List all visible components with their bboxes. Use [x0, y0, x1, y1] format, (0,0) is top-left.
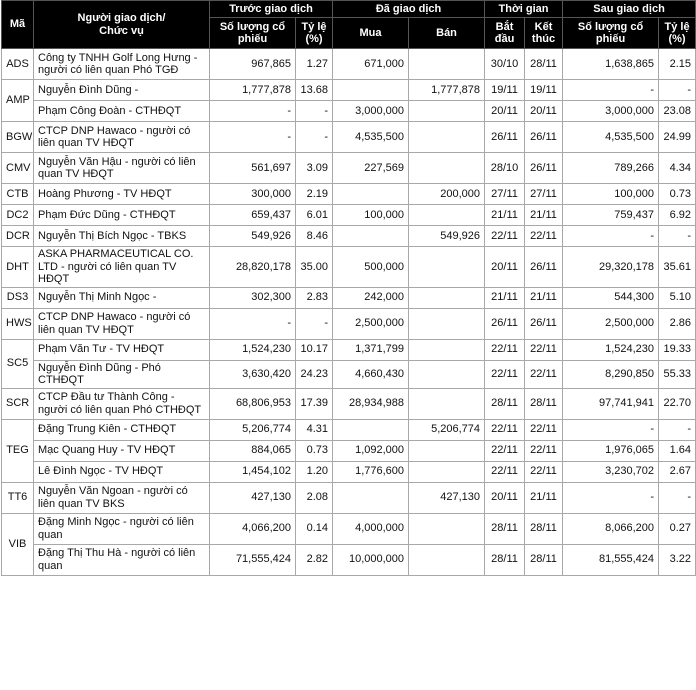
after-ratio-cell: 2.15 [659, 49, 696, 80]
party-cell: Nguyễn Văn Ngoan - người có liên quan TV BKS [34, 482, 210, 513]
stock-code-cell: DC2 [2, 205, 34, 226]
start-date-cell: 22/11 [485, 440, 525, 461]
after-shares-cell: 100,000 [563, 184, 659, 205]
before-shares-cell: 561,697 [210, 153, 296, 184]
start-date-cell: 20/11 [485, 101, 525, 122]
buy-cell [333, 419, 409, 440]
start-date-cell: 22/11 [485, 360, 525, 388]
party-cell: Nguyễn Đình Dũng - Phó CTHĐQT [34, 360, 210, 388]
before-ratio-cell: 4.31 [296, 419, 333, 440]
end-date-cell: 28/11 [525, 513, 563, 544]
buy-cell: 242,000 [333, 287, 409, 308]
before-ratio-cell: 35.00 [296, 247, 333, 288]
sell-cell [409, 461, 485, 482]
after-ratio-cell: 23.08 [659, 101, 696, 122]
stock-code-cell: ADS [2, 49, 34, 80]
end-date-cell: 22/11 [525, 360, 563, 388]
after-shares-cell: - [563, 226, 659, 247]
stock-code-cell: DCR [2, 226, 34, 247]
before-ratio-cell: 17.39 [296, 388, 333, 419]
sell-cell [409, 153, 485, 184]
header-before-ratio: Tỷ lệ (%) [296, 18, 333, 49]
sell-cell [409, 513, 485, 544]
after-ratio-cell: 0.73 [659, 184, 696, 205]
buy-cell: 4,660,430 [333, 360, 409, 388]
after-ratio-cell: 22.70 [659, 388, 696, 419]
after-ratio-cell: 5.10 [659, 287, 696, 308]
before-shares-cell: 71,555,424 [210, 544, 296, 575]
after-shares-cell: 1,976,065 [563, 440, 659, 461]
table-row [2, 247, 696, 288]
end-date-cell: 28/11 [525, 49, 563, 80]
end-date-cell: 26/11 [525, 308, 563, 339]
party-cell: Nguyễn Văn Hậu - người có liên quan TV HĐQT [34, 153, 210, 184]
buy-cell: 1,776,600 [333, 461, 409, 482]
before-ratio-cell: 2.82 [296, 544, 333, 575]
before-ratio-cell: 0.73 [296, 440, 333, 461]
insider-trades-table [1, 0, 696, 576]
end-date-cell: 26/11 [525, 122, 563, 153]
table-row [2, 184, 696, 205]
stock-code-cell: VIB [2, 513, 34, 575]
end-date-cell: 28/11 [525, 388, 563, 419]
sell-cell [409, 339, 485, 360]
before-shares-cell: 427,130 [210, 482, 296, 513]
header-party: Người giao dịch/ Chức vụ [34, 1, 210, 49]
before-ratio-cell: 1.27 [296, 49, 333, 80]
stock-code-cell: BGW [2, 122, 34, 153]
after-shares-cell: - [563, 80, 659, 101]
stock-code-cell: DS3 [2, 287, 34, 308]
header-sell: Bán [409, 18, 485, 49]
start-date-cell: 22/11 [485, 461, 525, 482]
end-date-cell: 22/11 [525, 440, 563, 461]
before-shares-cell: - [210, 101, 296, 122]
table-row [2, 153, 696, 184]
before-ratio-cell: 0.14 [296, 513, 333, 544]
before-ratio-cell: 2.08 [296, 482, 333, 513]
stock-code-cell: SC5 [2, 339, 34, 388]
sell-cell [409, 440, 485, 461]
stock-code-cell: CTB [2, 184, 34, 205]
table-row [2, 80, 696, 101]
after-ratio-cell: - [659, 226, 696, 247]
party-cell: CTCP DNP Hawaco - người có liên quan TV HĐQT [34, 122, 210, 153]
header-traded: Đã giao dịch [333, 1, 485, 18]
start-date-cell: 22/11 [485, 226, 525, 247]
after-shares-cell: 97,741,941 [563, 388, 659, 419]
buy-cell: 671,000 [333, 49, 409, 80]
table-row [2, 101, 696, 122]
after-ratio-cell: 19.33 [659, 339, 696, 360]
before-ratio-cell: 13.68 [296, 80, 333, 101]
after-ratio-cell: - [659, 419, 696, 440]
party-cell: Lê Đình Ngọc - TV HĐQT [34, 461, 210, 482]
after-shares-cell: 2,500,000 [563, 308, 659, 339]
buy-cell: 1,371,799 [333, 339, 409, 360]
table-row [2, 360, 696, 388]
buy-cell [333, 80, 409, 101]
header-before: Trước giao dịch [210, 1, 333, 18]
start-date-cell: 26/11 [485, 122, 525, 153]
stock-code-cell: DHT [2, 247, 34, 288]
table-row [2, 49, 696, 80]
after-ratio-cell: 24.99 [659, 122, 696, 153]
after-shares-cell: 8,066,200 [563, 513, 659, 544]
before-shares-cell: 1,777,878 [210, 80, 296, 101]
table-row [2, 388, 696, 419]
sell-cell: 200,000 [409, 184, 485, 205]
buy-cell: 10,000,000 [333, 544, 409, 575]
after-ratio-cell: - [659, 80, 696, 101]
start-date-cell: 20/11 [485, 482, 525, 513]
start-date-cell: 26/11 [485, 308, 525, 339]
sell-cell [409, 122, 485, 153]
before-shares-cell: 3,630,420 [210, 360, 296, 388]
after-ratio-cell: 6.92 [659, 205, 696, 226]
end-date-cell: 22/11 [525, 339, 563, 360]
table-row [2, 440, 696, 461]
sell-cell [409, 101, 485, 122]
sell-cell [409, 544, 485, 575]
before-ratio-cell: 24.23 [296, 360, 333, 388]
buy-cell [333, 184, 409, 205]
party-cell: Đặng Trung Kiên - CTHĐQT [34, 419, 210, 440]
start-date-cell: 28/11 [485, 544, 525, 575]
party-cell: Nguyễn Đình Dũng - [34, 80, 210, 101]
end-date-cell: 20/11 [525, 101, 563, 122]
before-ratio-cell: - [296, 122, 333, 153]
start-date-cell: 21/11 [485, 205, 525, 226]
sell-cell [409, 308, 485, 339]
start-date-cell: 19/11 [485, 80, 525, 101]
before-shares-cell: - [210, 308, 296, 339]
before-shares-cell: 1,454,102 [210, 461, 296, 482]
after-ratio-cell: 55.33 [659, 360, 696, 388]
after-shares-cell: 4,535,500 [563, 122, 659, 153]
after-shares-cell: 759,437 [563, 205, 659, 226]
end-date-cell: 27/11 [525, 184, 563, 205]
party-cell: ASKA PHARMACEUTICAL CO. LTD - người có liên quan TV HĐQT [34, 247, 210, 288]
table-row [2, 122, 696, 153]
after-ratio-cell: 2.67 [659, 461, 696, 482]
before-shares-cell: 28,820,178 [210, 247, 296, 288]
before-shares-cell: 68,806,953 [210, 388, 296, 419]
trades-body [2, 49, 696, 576]
end-date-cell: 21/11 [525, 287, 563, 308]
table-row [2, 339, 696, 360]
end-date-cell: 28/11 [525, 544, 563, 575]
stock-code-cell: AMP [2, 80, 34, 122]
start-date-cell: 22/11 [485, 419, 525, 440]
start-date-cell: 21/11 [485, 287, 525, 308]
after-shares-cell: 789,266 [563, 153, 659, 184]
before-ratio-cell: - [296, 308, 333, 339]
start-date-cell: 22/11 [485, 339, 525, 360]
buy-cell: 227,569 [333, 153, 409, 184]
before-shares-cell: 300,000 [210, 184, 296, 205]
before-shares-cell: - [210, 122, 296, 153]
before-ratio-cell: 3.09 [296, 153, 333, 184]
before-shares-cell: 4,066,200 [210, 513, 296, 544]
stock-code-cell: CMV [2, 153, 34, 184]
party-cell: Phạm Văn Tư - TV HĐQT [34, 339, 210, 360]
table-row [2, 205, 696, 226]
sell-cell [409, 388, 485, 419]
after-shares-cell: 81,555,424 [563, 544, 659, 575]
sell-cell: 1,777,878 [409, 80, 485, 101]
end-date-cell: 26/11 [525, 153, 563, 184]
sell-cell [409, 49, 485, 80]
start-date-cell: 28/11 [485, 388, 525, 419]
after-shares-cell: 3,000,000 [563, 101, 659, 122]
buy-cell: 28,934,988 [333, 388, 409, 419]
header-after-shares: Số lượng cổ phiếu [563, 18, 659, 49]
before-shares-cell: 1,524,230 [210, 339, 296, 360]
header-start: Bắt đầu [485, 18, 525, 49]
after-shares-cell: 29,320,178 [563, 247, 659, 288]
party-cell: Công ty TNHH Golf Long Hưng - người có liên quan Phó TGĐ [34, 49, 210, 80]
sell-cell [409, 247, 485, 288]
before-shares-cell: 302,300 [210, 287, 296, 308]
after-ratio-cell: 4.34 [659, 153, 696, 184]
after-ratio-cell: 2.86 [659, 308, 696, 339]
sell-cell: 549,926 [409, 226, 485, 247]
header-code: Mã [2, 1, 34, 49]
party-cell: Phạm Công Đoàn - CTHĐQT [34, 101, 210, 122]
before-shares-cell: 549,926 [210, 226, 296, 247]
table-row [2, 287, 696, 308]
table-row [2, 513, 696, 544]
table-row [2, 544, 696, 575]
sell-cell [409, 205, 485, 226]
buy-cell: 1,092,000 [333, 440, 409, 461]
header-buy: Mua [333, 18, 409, 49]
header-after-ratio: Tỷ lệ (%) [659, 18, 696, 49]
header-time: Thời gian [485, 1, 563, 18]
party-cell: Đặng Minh Ngọc - người có liên quan [34, 513, 210, 544]
sell-cell [409, 360, 485, 388]
start-date-cell: 28/11 [485, 513, 525, 544]
start-date-cell: 20/11 [485, 247, 525, 288]
buy-cell: 4,000,000 [333, 513, 409, 544]
before-ratio-cell: 8.46 [296, 226, 333, 247]
after-ratio-cell: 35.61 [659, 247, 696, 288]
table-row [2, 482, 696, 513]
stock-code-cell: HWS [2, 308, 34, 339]
party-cell: Nguyễn Thị Bích Ngọc - TBKS [34, 226, 210, 247]
after-ratio-cell: 3.22 [659, 544, 696, 575]
end-date-cell: 22/11 [525, 226, 563, 247]
party-cell: CTCP DNP Hawaco - người có liên quan TV HĐQT [34, 308, 210, 339]
table-row [2, 308, 696, 339]
header-end: Kết thúc [525, 18, 563, 49]
before-ratio-cell: 1.20 [296, 461, 333, 482]
start-date-cell: 28/10 [485, 153, 525, 184]
sell-cell: 5,206,774 [409, 419, 485, 440]
buy-cell: 3,000,000 [333, 101, 409, 122]
buy-cell: 100,000 [333, 205, 409, 226]
party-cell: Hoàng Phương - TV HĐQT [34, 184, 210, 205]
end-date-cell: 21/11 [525, 205, 563, 226]
end-date-cell: 19/11 [525, 80, 563, 101]
after-ratio-cell: - [659, 482, 696, 513]
party-cell: Đặng Thị Thu Hà - người có liên quan [34, 544, 210, 575]
before-shares-cell: 659,437 [210, 205, 296, 226]
party-cell: CTCP Đầu tư Thành Công - người có liên quan Phó CTHĐQT [34, 388, 210, 419]
before-ratio-cell: 2.19 [296, 184, 333, 205]
header-after: Sau giao dịch [563, 1, 696, 18]
after-shares-cell: - [563, 419, 659, 440]
after-shares-cell: 544,300 [563, 287, 659, 308]
after-shares-cell: - [563, 482, 659, 513]
header-before-shares: Số lượng cổ phiếu [210, 18, 296, 49]
party-cell: Phạm Đức Dũng - CTHĐQT [34, 205, 210, 226]
after-ratio-cell: 1.64 [659, 440, 696, 461]
after-shares-cell: 3,230,702 [563, 461, 659, 482]
after-shares-cell: 1,638,865 [563, 49, 659, 80]
start-date-cell: 30/10 [485, 49, 525, 80]
buy-cell: 500,000 [333, 247, 409, 288]
party-cell: Mạc Quang Huy - TV HĐQT [34, 440, 210, 461]
after-shares-cell: 8,290,850 [563, 360, 659, 388]
party-cell: Nguyễn Thị Minh Ngọc - [34, 287, 210, 308]
sell-cell: 427,130 [409, 482, 485, 513]
table-row [2, 419, 696, 440]
end-date-cell: 26/11 [525, 247, 563, 288]
buy-cell [333, 482, 409, 513]
buy-cell [333, 226, 409, 247]
before-ratio-cell: 10.17 [296, 339, 333, 360]
before-shares-cell: 884,065 [210, 440, 296, 461]
before-ratio-cell: 2.83 [296, 287, 333, 308]
before-ratio-cell: 6.01 [296, 205, 333, 226]
after-ratio-cell: 0.27 [659, 513, 696, 544]
table-row [2, 461, 696, 482]
buy-cell: 4,535,500 [333, 122, 409, 153]
before-ratio-cell: - [296, 101, 333, 122]
end-date-cell: 22/11 [525, 461, 563, 482]
sell-cell [409, 287, 485, 308]
buy-cell: 2,500,000 [333, 308, 409, 339]
after-shares-cell: 1,524,230 [563, 339, 659, 360]
start-date-cell: 27/11 [485, 184, 525, 205]
stock-code-cell: SCR [2, 388, 34, 419]
before-shares-cell: 5,206,774 [210, 419, 296, 440]
stock-code-cell: TEG [2, 419, 34, 482]
table-row [2, 226, 696, 247]
stock-code-cell: TT6 [2, 482, 34, 513]
end-date-cell: 21/11 [525, 482, 563, 513]
end-date-cell: 22/11 [525, 419, 563, 440]
before-shares-cell: 967,865 [210, 49, 296, 80]
